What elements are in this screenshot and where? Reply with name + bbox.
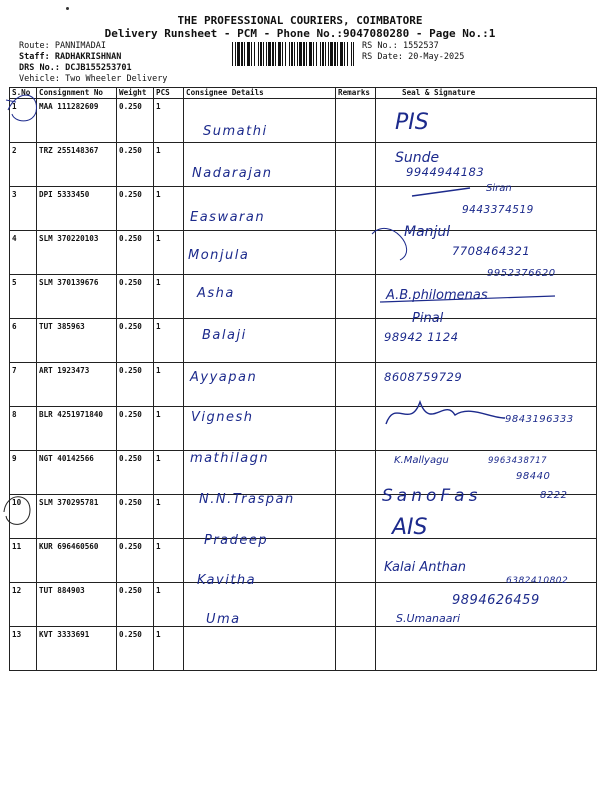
handwritten-name: mathilagn (190, 451, 270, 466)
sno-cell: 11 (10, 539, 37, 583)
consignment-no-cell: NGT 40142566 (37, 451, 117, 495)
handwritten-signature: PIS (395, 110, 429, 135)
weight-cell: 0.250 (117, 99, 154, 143)
weight-cell: 0.250 (117, 319, 154, 363)
rs-no-value: 1552537 (402, 41, 439, 51)
pcs-cell: 1 (154, 583, 184, 627)
handwritten-phone: 8222 (540, 490, 568, 501)
handwritten-name: Kavitha (197, 573, 257, 588)
handwritten-signature: Siran (486, 183, 512, 194)
pcs-cell: 1 (154, 495, 184, 539)
pcs-cell: 1 (154, 143, 184, 187)
weight-cell: 0.250 (117, 231, 154, 275)
pcs-cell: 1 (154, 627, 184, 671)
consignment-no-cell: TUT 385963 (37, 319, 117, 363)
pcs-cell: 1 (154, 99, 184, 143)
handwritten-name: Vignesh (191, 410, 254, 425)
weight-cell: 0.250 (117, 407, 154, 451)
consignment-no-cell: DPI 5333450 (37, 187, 117, 231)
handwritten-phone: 9843196333 (505, 414, 574, 425)
sno-cell: 5 (10, 275, 37, 319)
staff-value: RADHAKRISHNAN (54, 52, 122, 62)
consignment-no-cell: KUR 696460560 (37, 539, 117, 583)
sno-cell: 7 (10, 363, 37, 407)
handwritten-name: Pradeep (204, 533, 269, 548)
pcs-cell: 1 (154, 187, 184, 231)
handwritten-signature: A.B.philomenas (386, 288, 488, 303)
sno-cell: 10 (10, 495, 37, 539)
drs-label: DRS No.: (19, 63, 60, 73)
weight-cell: 0.250 (117, 583, 154, 627)
pcs-cell: 1 (154, 539, 184, 583)
handwritten-name: Balaji (202, 328, 247, 343)
handwritten-phone: 9963438717 (488, 456, 548, 466)
consignment-no-cell: MAA 111282609 (37, 99, 117, 143)
consignment-no-cell: SLM 370295781 (37, 495, 117, 539)
handwritten-name: Easwaran (190, 210, 266, 225)
col-header-pcs: PCS (154, 88, 184, 99)
weight-cell: 0.250 (117, 451, 154, 495)
sno-cell: 9 (10, 451, 37, 495)
handwritten-name: N.N.Traspan (199, 492, 295, 507)
handwritten-signature: SanoFas (382, 486, 482, 506)
vehicle-label: Vehicle: (19, 74, 60, 84)
sno-cell: 4 (10, 231, 37, 275)
pcs-cell: 1 (154, 451, 184, 495)
handwritten-name: Monjula (188, 248, 250, 263)
col-header-consignment: Consignment No (37, 88, 117, 99)
sno-cell: 3 (10, 187, 37, 231)
route-value: PANNIMADAI (54, 41, 107, 51)
handwritten-name: Uma (206, 612, 241, 627)
weight-cell: 0.250 (117, 187, 154, 231)
rs-no-label: RS No.: (362, 41, 398, 51)
col-header-remarks: Remarks (336, 88, 376, 99)
handwritten-name: Sumathi (203, 124, 268, 139)
consignment-no-cell: SLM 370139676 (37, 275, 117, 319)
col-header-seal: Seal & Signature (376, 88, 597, 99)
pcs-cell: 1 (154, 363, 184, 407)
consignment-no-cell: TRZ 255148367 (37, 143, 117, 187)
handwritten-signature: Pinal (412, 311, 444, 326)
weight-cell: 0.250 (117, 495, 154, 539)
consignment-no-cell: ART 1923473 (37, 363, 117, 407)
handwritten-phone: 98942 1124 (384, 330, 459, 344)
sno-cell: 2 (10, 143, 37, 187)
weight-cell: 0.250 (117, 363, 154, 407)
handwritten-signature: Manjul (404, 224, 451, 240)
route-label: Route: (19, 41, 50, 51)
handwritten-phone: 9443374519 (462, 204, 534, 216)
weight-cell: 0.250 (117, 275, 154, 319)
rs-date-label: RS Date: (362, 52, 403, 62)
handwritten-signature: K.Mallyagu (394, 455, 449, 466)
col-header-weight: Weight (117, 88, 154, 99)
consignment-no-cell: KVT 3333691 (37, 627, 117, 671)
sno-cell: 1 (10, 99, 37, 143)
rs-date-value: 20-May-2025 (408, 52, 465, 62)
handwritten-phone: 9944944183 (406, 165, 485, 179)
handwritten-phone: 6382410802 (506, 576, 569, 586)
handwritten-name: Ayyapan (190, 370, 258, 385)
pcs-cell: 1 (154, 231, 184, 275)
runsheet-subtitle: Delivery Runsheet - PCM - Phone No.:9047080280 - Page No.:1 (104, 27, 496, 40)
sno-cell: 8 (10, 407, 37, 451)
staff-label: Staff: (19, 52, 50, 62)
consignment-no-cell: TUT 884903 (37, 583, 117, 627)
pcs-cell: 1 (154, 275, 184, 319)
handwritten-phone: 9894626459 (452, 593, 540, 608)
sno-cell: 6 (10, 319, 37, 363)
weight-cell: 0.250 (117, 143, 154, 187)
vehicle-value: Two Wheeler Delivery (65, 74, 168, 84)
weight-cell: 0.250 (117, 539, 154, 583)
handwritten-signature: AIS (392, 515, 428, 540)
handwritten-phone: 98440 (516, 471, 551, 482)
handwritten-phone: 9952376620 (487, 268, 556, 279)
col-header-consignee: Consignee Details (184, 88, 336, 99)
weight-cell: 0.250 (117, 627, 154, 671)
pcs-cell: 1 (154, 407, 184, 451)
handwritten-name: Nadarajan (192, 166, 273, 181)
handwritten-phone: 7708464321 (452, 244, 531, 258)
handwritten-phone: 8608759729 (384, 370, 463, 384)
consignment-no-cell: SLM 370220103 (37, 231, 117, 275)
pcs-cell: 1 (154, 319, 184, 363)
sno-cell: 12 (10, 583, 37, 627)
handwritten-signature: Kalai Anthan (384, 560, 467, 575)
company-title: THE PROFESSIONAL COURIERS, COIMBATORE (177, 14, 423, 27)
col-header-sno: S.No (10, 88, 37, 99)
handwritten-name: Asha (197, 286, 235, 301)
consignment-no-cell: BLR 4251971840 (37, 407, 117, 451)
handwritten-signature: S.Umanaari (396, 612, 461, 625)
drs-value: DCJB155253701 (65, 63, 132, 73)
handwritten-signature: Sunde (395, 150, 440, 166)
sno-cell: 13 (10, 627, 37, 671)
